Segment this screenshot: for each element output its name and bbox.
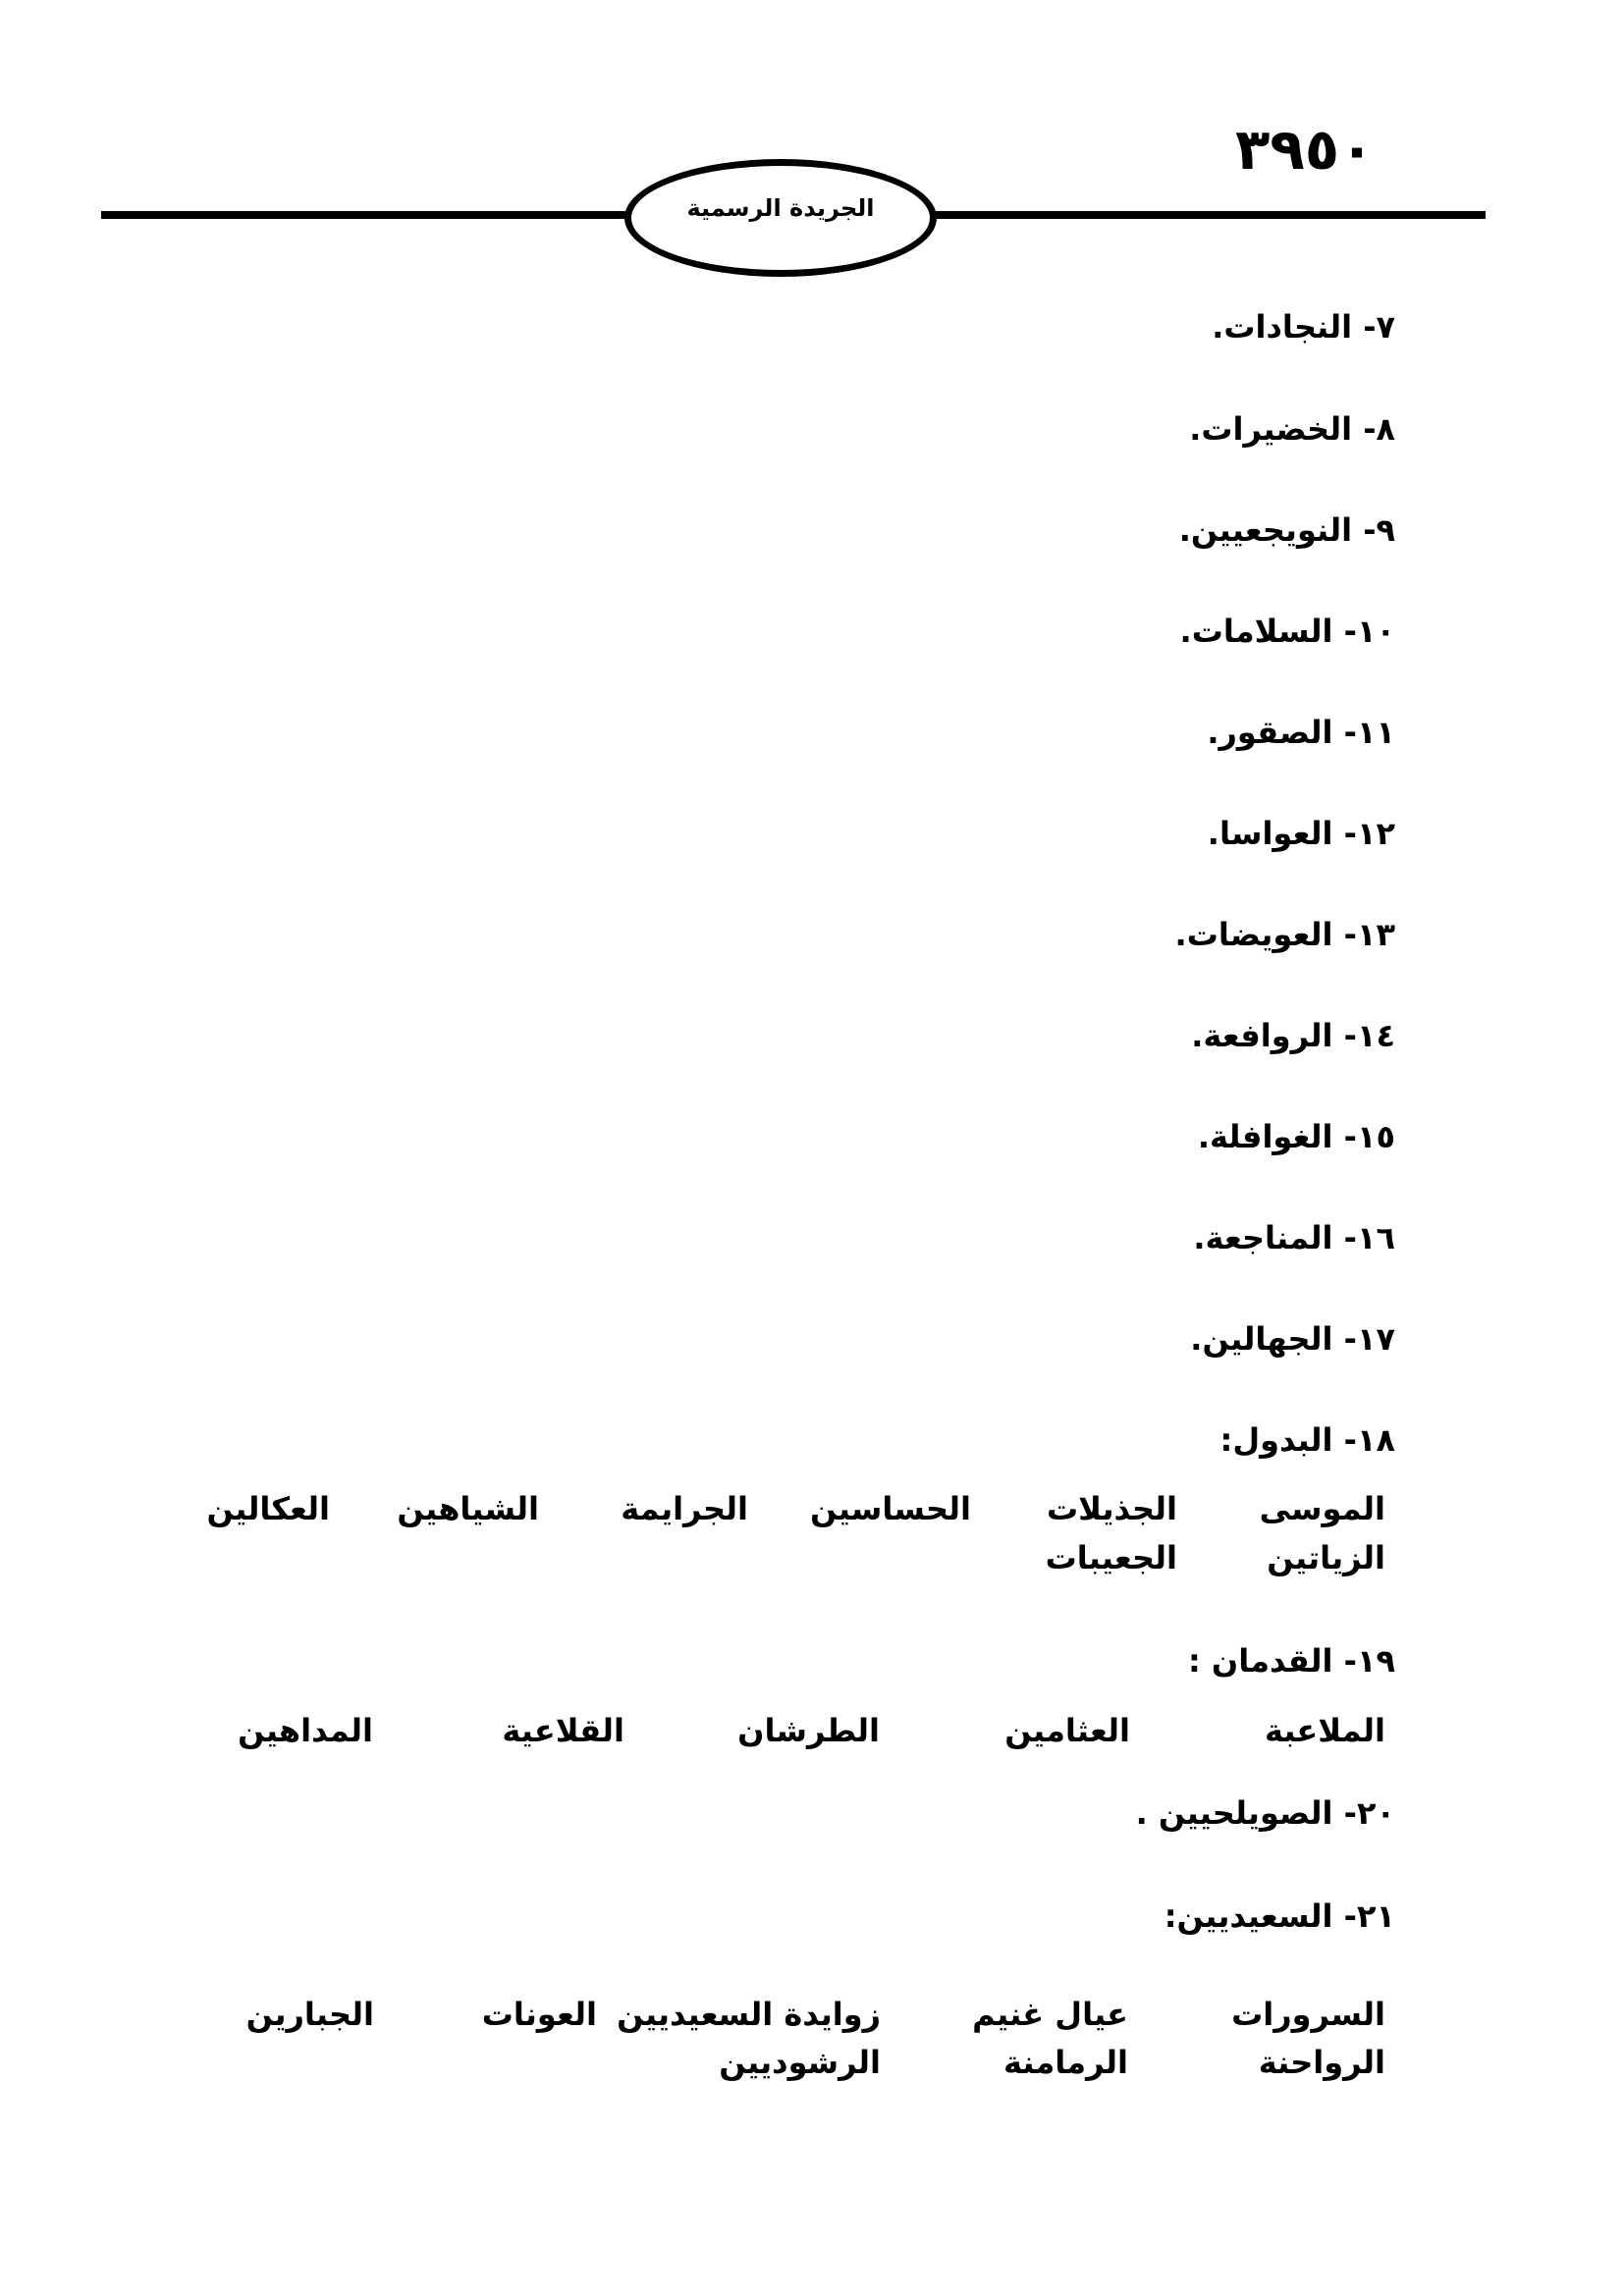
list-item: ٨- الخضيرات. — [1189, 410, 1395, 448]
tribe-name: الجعيبات — [1045, 1539, 1177, 1576]
tribe-name: العكالين — [206, 1490, 330, 1527]
list-item: ٩- النويجعيين. — [1178, 511, 1395, 549]
list-item: ١٢- العواسا. — [1207, 815, 1395, 852]
tribe-name: الرمامنة — [1003, 2044, 1128, 2081]
tribe-name: الجرايمة — [621, 1490, 748, 1527]
list-item: ٧- النجادات. — [1212, 308, 1395, 346]
tribe-name: الملاعبة — [1264, 1712, 1385, 1749]
tribe-name: الشياهين — [397, 1490, 539, 1527]
list-item: ١٨- البدول: — [1219, 1421, 1395, 1459]
list-item: ٢٠- الصويلحيين . — [1135, 1794, 1395, 1832]
tribe-name: الجبارين — [245, 1996, 374, 2033]
tribe-name: القلاعية — [502, 1712, 624, 1749]
list-item: ١٤- الروافعة. — [1191, 1017, 1395, 1054]
gazette-title: الجريدة الرسمية — [686, 194, 875, 222]
list-item: ١٧- الجهالين. — [1190, 1320, 1395, 1358]
tribe-name: العثامين — [1004, 1712, 1130, 1749]
list-item: ٢١- السعيديين: — [1164, 1897, 1395, 1935]
list-item: ١٣- العويضات. — [1174, 916, 1395, 953]
tribe-name: الرشوديين — [719, 2044, 881, 2081]
list-item: ١٩- القدمان : — [1187, 1642, 1395, 1680]
list-item: ١٥- الغوافلة. — [1197, 1118, 1395, 1155]
tribe-name: الرواحنة — [1258, 2044, 1385, 2081]
tribe-name: الجذيلات — [1047, 1490, 1177, 1527]
tribe-name: العونات — [481, 1996, 597, 2033]
list-item: ١١- الصقور. — [1207, 714, 1395, 751]
gazette-emblem — [624, 159, 937, 277]
page-number: ٣٩٥٠ — [1235, 116, 1375, 183]
tribe-name: زوايدة السعيديين — [617, 1996, 881, 2033]
tribe-name: المداهين — [238, 1712, 373, 1749]
list-item: ١٠- السلامات. — [1179, 613, 1395, 650]
tribe-name: الطرشان — [737, 1712, 880, 1749]
tribe-name: السرورات — [1231, 1996, 1385, 2033]
tribe-name: الزياتين — [1267, 1539, 1385, 1576]
list-item: ١٦- المناجعة. — [1193, 1219, 1395, 1256]
tribe-name: عيال غنيم — [972, 1996, 1128, 2033]
tribe-name: الموسى — [1259, 1490, 1385, 1527]
tribe-name: الحساسين — [810, 1490, 971, 1527]
